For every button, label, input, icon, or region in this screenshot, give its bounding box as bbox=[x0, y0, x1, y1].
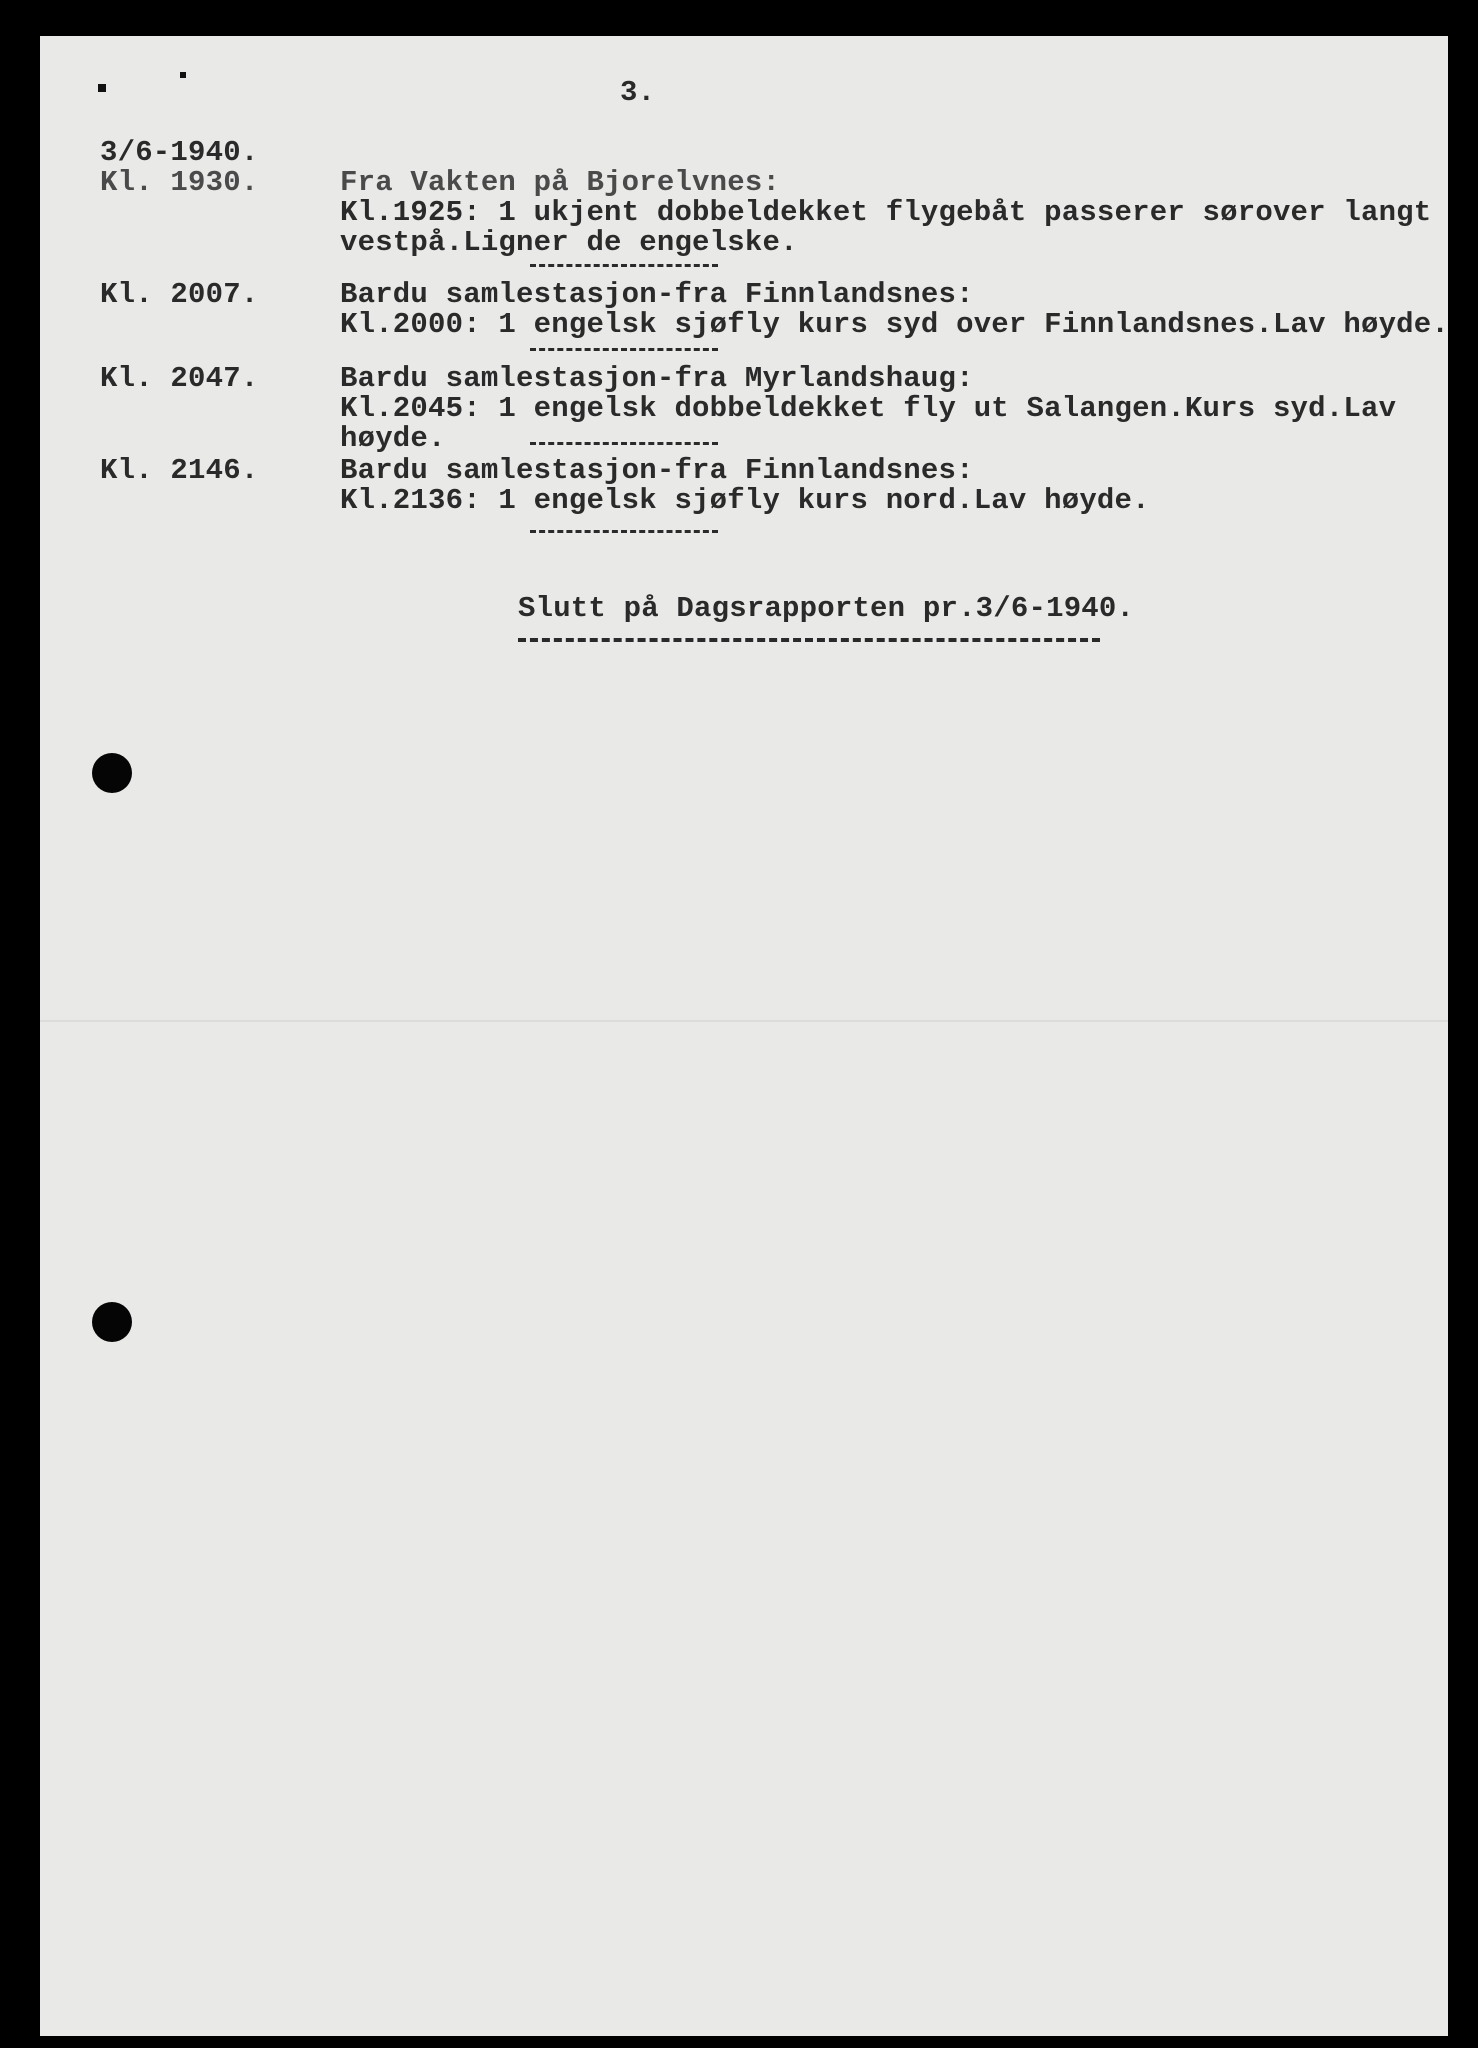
entry-time: Kl. 2007. bbox=[100, 278, 259, 311]
entry-time: Kl. 1930. bbox=[100, 166, 259, 199]
page-number: 3. bbox=[620, 76, 656, 109]
page-fold bbox=[40, 1020, 1448, 1022]
entry-line: høyde. bbox=[340, 422, 446, 455]
corner-mark bbox=[180, 72, 186, 78]
punch-hole bbox=[92, 753, 132, 793]
closing-underline bbox=[518, 638, 1100, 642]
separator-rule bbox=[530, 348, 718, 351]
entry-time: Kl. 2047. bbox=[100, 362, 259, 395]
entry-source: Bardu samlestasjon-fra Myrlandshaug: bbox=[340, 362, 974, 395]
entry-source: Fra Vakten på Bjorelvnes: bbox=[340, 166, 781, 199]
document-page bbox=[40, 36, 1448, 2036]
entry-source: Bardu samlestasjon-fra Finnlandsnes: bbox=[340, 454, 974, 487]
entry-line: vestpå.Ligner de engelske. bbox=[340, 226, 798, 259]
separator-rule bbox=[530, 264, 718, 267]
corner-mark bbox=[98, 84, 106, 92]
entry-source: Bardu samlestasjon-fra Finnlandsnes: bbox=[340, 278, 974, 311]
separator-rule bbox=[530, 530, 718, 533]
report-date: 3/6-1940. bbox=[100, 136, 259, 169]
entry-time: Kl. 2146. bbox=[100, 454, 259, 487]
separator-rule bbox=[530, 442, 718, 445]
entry-line: Kl.1925: 1 ukjent dobbeldekket flygebåt passerer sørover langt bbox=[340, 196, 1432, 229]
punch-hole bbox=[92, 1302, 132, 1342]
entry-line: Kl.2000: 1 engelsk sjøfly kurs syd over Finnlandsnes.Lav høyde. bbox=[340, 308, 1449, 341]
entry-line: Kl.2045: 1 engelsk dobbeldekket fly ut Salangen.Kurs syd.Lav bbox=[340, 392, 1397, 425]
entry-line: Kl.2136: 1 engelsk sjøfly kurs nord.Lav høyde. bbox=[340, 484, 1150, 517]
closing-line: Slutt på Dagsrapporten pr.3/6-1940. bbox=[518, 592, 1135, 625]
